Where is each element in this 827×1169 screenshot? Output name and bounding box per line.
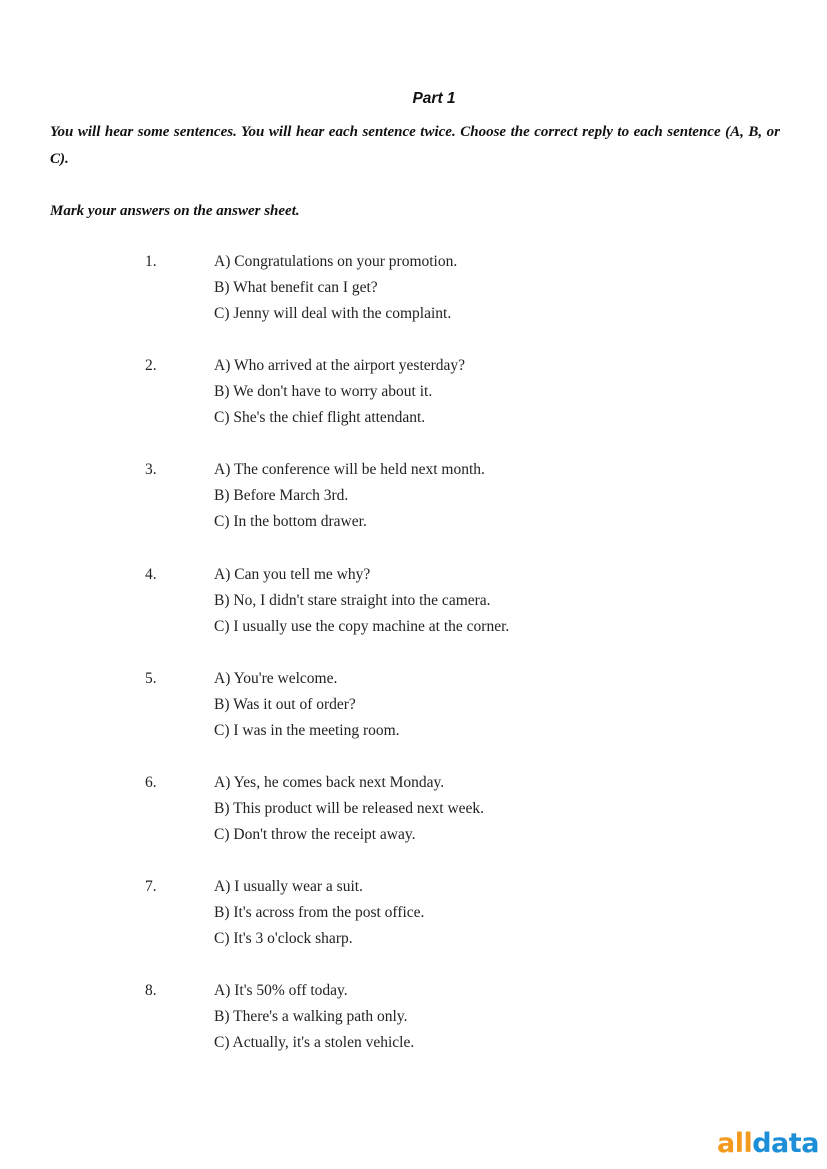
option-b: B) Was it out of order? xyxy=(214,695,356,713)
question-number: 7. xyxy=(145,878,157,896)
question-1 xyxy=(0,249,827,353)
option-c: C) Jenny will deal with the complaint. xyxy=(214,305,452,322)
question-8 xyxy=(0,978,827,1082)
answer-options xyxy=(214,770,484,848)
logo-part-data: data xyxy=(752,1128,819,1159)
question-3 xyxy=(0,457,827,561)
answer-options xyxy=(214,457,485,535)
option-c: C) I usually use the copy machine at the corner. xyxy=(214,617,510,635)
question-number: 4. xyxy=(145,565,157,583)
option-a: A) You're welcome. xyxy=(214,669,338,687)
answer-options xyxy=(214,353,465,431)
option-b: B) Before March 3rd. xyxy=(214,487,349,505)
answer-options xyxy=(214,666,400,744)
option-a: A) Congratulations on your promotion. xyxy=(214,253,458,270)
option-b: B) It's across from the post office. xyxy=(214,904,425,922)
option-b: B) There's a walking path only. xyxy=(214,1008,408,1026)
page-title: Part 1 xyxy=(412,90,456,107)
question-4 xyxy=(0,562,827,666)
option-c: C) In the bottom drawer. xyxy=(214,513,367,531)
question-number: 5. xyxy=(145,669,157,687)
answer-options xyxy=(214,978,414,1056)
answer-options xyxy=(214,874,424,952)
answer-sheet-note: Mark your answers on the answer sheet. xyxy=(50,203,300,219)
option-a: A) I usually wear a suit. xyxy=(214,878,363,896)
option-a: A) Who arrived at the airport yesterday? xyxy=(214,357,466,375)
alldata-logo[interactable] xyxy=(717,1127,819,1161)
question-number: 6. xyxy=(145,773,157,791)
option-c: C) It's 3 o'clock sharp. xyxy=(214,930,353,948)
answer-options xyxy=(214,249,457,327)
option-a: A) Yes, he comes back next Monday. xyxy=(214,773,445,791)
answer-options xyxy=(214,562,509,640)
option-c: C) Don't throw the receipt away. xyxy=(214,825,416,843)
option-a: A) It's 50% off today. xyxy=(214,982,348,1000)
question-5 xyxy=(0,666,827,770)
option-b: B) This product will be released next week. xyxy=(214,799,485,817)
question-number: 2. xyxy=(145,357,157,375)
question-2 xyxy=(0,353,827,457)
question-number: 1. xyxy=(145,253,157,270)
option-a: A) The conference will be held next month. xyxy=(214,461,485,479)
logo-part-all: all xyxy=(717,1128,753,1159)
option-c: C) Actually, it's a stolen vehicle. xyxy=(214,1034,415,1052)
option-a: A) Can you tell me why? xyxy=(214,565,371,583)
question-number: 3. xyxy=(145,461,157,479)
option-c: C) She's the chief flight attendant. xyxy=(214,409,426,427)
question-6 xyxy=(0,770,827,874)
option-c: C) I was in the meeting room. xyxy=(214,721,400,739)
option-b: B) No, I didn't stare straight into the camera. xyxy=(214,591,491,609)
question-7 xyxy=(0,874,827,978)
option-b: B) We don't have to worry about it. xyxy=(214,383,433,401)
question-list xyxy=(0,249,827,1083)
option-b: B) What benefit can I get? xyxy=(214,279,378,296)
instructions-text: You will hear some sentences. You will hear each sentence twice. Choose the correct reply to each sentence (A, B, or C). xyxy=(50,124,780,167)
question-number: 8. xyxy=(145,982,157,1000)
